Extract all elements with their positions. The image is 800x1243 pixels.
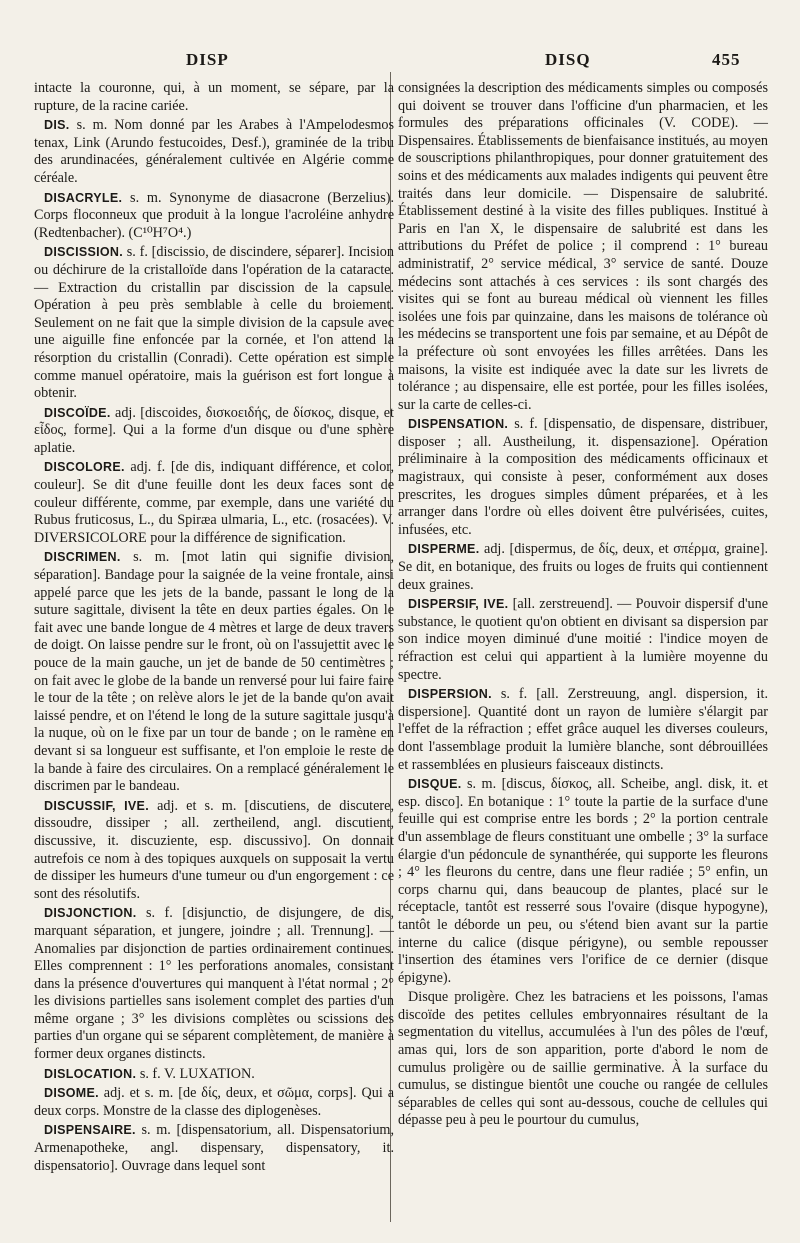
entry-text: s. f. V. LUXATION. — [136, 1065, 255, 1082]
entry-headword: DISJONCTION. — [44, 906, 137, 921]
entry-headword: DISOME. — [44, 1086, 99, 1101]
entry-headword: DISQUE. — [408, 777, 462, 792]
entry-text: adj. [dispermus, de δίς, deux, et σπέρμα, graine]. Se dit, en botanique, des fruits ou loges de fruits qui contiennent deux graines. — [398, 541, 768, 593]
dictionary-entry — [34, 405, 394, 458]
dictionary-entry — [398, 989, 768, 1130]
entry-text: s. m. Nom donné par les Arabes à l'Ampelodesmos tenax, Link (Arundo festucoides, Desf.), graminée de la tribu des arundinacées, généralement cultivée en Algérie comme céréale. — [34, 117, 394, 186]
dictionary-entry — [34, 80, 394, 115]
entry-headword: DIS. — [44, 118, 70, 133]
entry-text: adj. [discoides, δισκοειδής, de δίσκος, disque, et εἶδος, forme]. Qui a la forme d'un disque ou d'une sphère aplatie. — [34, 404, 394, 456]
page-number: 455 — [712, 50, 741, 69]
dictionary-entry — [34, 1066, 394, 1084]
dictionary-entry — [34, 244, 394, 402]
entry-text: adj. et s. m. [discutiens, de discutere, dissoudre, dissiper ; all. zertheilend, angl. discutient, discussive, it. discuziente, esp. discussivo]. On donnait autrefois ce nom à des topiques auxquels on supposait la vertu de dissiper les humeurs d'une tumeur ou d'un engorgement : ce sont des résolutifs. — [34, 797, 394, 902]
entry-headword: DISPERSION. — [408, 687, 492, 702]
running-head-left: DISP — [186, 50, 229, 69]
dictionary-entry — [398, 596, 768, 684]
dictionary-entry — [398, 541, 768, 594]
entry-headword: DISLOCATION. — [44, 1066, 137, 1081]
dictionary-entry — [34, 459, 394, 547]
entry-text: s. f. [dispensatio, de dispensare, distribuer, disposer ; all. Austheilung, it. dispensazione]. Opération préliminaire à la composition des médicaments officinaux et magistraux, qui consiste à peser, conformément aux doses prescrites, les drogues simples dûment préparées, et à les arranger dans l'ordre où elles doivent être pulvérisées, cuites, infusées, etc. — [398, 416, 768, 538]
entry-headword: DISACRYLE. — [44, 190, 123, 205]
entry-headword: DISPERME. — [408, 542, 480, 557]
dictionary-entry — [34, 1122, 394, 1175]
entry-headword: DISPENSATION. — [408, 417, 509, 432]
entry-text: [all. zerstreuend]. — Pouvoir dispersif d'une substance, le quotient qu'on obtient en divisant sa dispersion par son indice moyen diminué d'une moitié : l'indice moyen de réfraction est celui qui appartient à la lumière moyenne du spectre. — [398, 596, 768, 683]
entry-text: adj. et s. m. [de δίς, deux, et σῶμα, corps]. Qui a deux corps. Monstre de la classe des diplogenèses. — [34, 1085, 394, 1119]
entry-text: s. f. [all. Zerstreuung, angl. dispersion, it. dispersione]. Quantité dont un rayon de lumière s'élargit par l'effet de la réfraction ; effet grâce auquel les diverses couleurs, dont l'assemblage produit la lumière blanche, sont débrouillées et rassemblées en plusieurs faisceaux distincts. — [398, 686, 768, 773]
dictionary-entry — [34, 798, 394, 904]
entry-headword: DISCOÏDE. — [44, 405, 111, 420]
entry-headword: DISCUSSIF, IVE. — [44, 798, 149, 813]
running-head-right: DISQ — [545, 50, 591, 69]
left-column — [34, 80, 394, 1177]
entry-text: s. m. [discus, δίσκος, all. Scheibe, angl. disk, it. et esp. disco]. En botanique : 1° toute la partie de la surface d'une feuille qui est comprise entre les bords ; 2° la portion centrale d'un assemblage de fleurs constituant une ombelle ; 3° la surface élargie d'un pédoncule de synanthérée, qui supporte les fleurons ; 4° les fleurons du centre, dans une fleur radiée ; 5° enfin, un corps charnu qui, dans beaucoup de plantes, placé sur le réceptacle, tantôt est resserré sous l'ovaire (disque hypogyne), tantôt le déborde un peu, ou s'étend bien avant sur la partie interne du calice (disque périgyne), ou semble repousser l'insertion des étamines vers l'orifice de ce dernier (disque épigyne). — [398, 776, 768, 986]
dictionary-entry — [34, 1085, 394, 1120]
right-column — [398, 80, 768, 1132]
dictionary-entry — [34, 190, 394, 243]
entry-text: s. f. [discissio, de discindere, séparer]. Incision ou déchirure de la cristalloïde dans l'opération de la cataracte. — Extraction du cristallin par discission de la capsule. Opération à peu près semblable à celle du broiement. Seulement on ne fait que la simple division de la capsule avec une aiguille fine enfoncée par la cornée, et l'on attend la résorption du cristallin (Conradi). Cette opération est simple comme manuel opératoire, mais la guérison est fort longue à obtenir. — [34, 244, 394, 402]
entry-text: s. m. Synonyme de diasacrone (Berzelius). Corps floconneux que produit à la longue l'acroléine anhydre (Redtenbacher). (C¹⁰H⁷O⁴.) — [34, 189, 394, 241]
entry-headword: DISPENSAIRE. — [44, 1123, 136, 1138]
entry-headword: DISCISSION. — [44, 245, 124, 260]
dictionary-entry — [34, 905, 394, 1063]
dictionary-entry — [34, 549, 394, 795]
dictionary-entry — [398, 776, 768, 987]
dictionary-entry — [398, 686, 768, 774]
entry-text: consignées la description des médicaments simples ou composés qui doivent se trouver dans l'officine d'un pharmacien, et les formules des préparations officinales (V. CODE). — Dispensaires. Établissements de bienfaisance institués, au moyen de souscriptions philanthropiques, pour donner gratuitement des soins et des médicaments aux malades indigents qui peuvent être traités dans leur domicile. — Dispensaire de salubrité. Établissement destiné à la visite des filles publiques. Institué à Paris en l'an X, le dispensaire de salubrité est dans les attributions du Préfet de police ; il comprend : 1° bureau administratif, 2° service médical, 3° service de santé. Douze médecins sont attachés à ces services : ils sont chargés des visites qui se font au bureau médical où viennent les filles isolées une fois par quinzaine, dans les maisons de tolérance où les médecins se transportent une fois par semaine, et au Dépôt de la préfecture où sont envoyées les filles arrêtées. Dans les maisons, la visite est indiquée avec la date sur les livrets de tolérance ; au dispensaire, elle est portée, pour les filles isolées, sur la carte de celles-ci. — [398, 80, 768, 413]
entry-text: s. f. [disjunctio, de disjungere, de dis, marquant séparation, et jungere, joindre ; all. Trennung]. — Anomalies par disjonction de parties ordinairement continues. Elles comprennent : 1° les perforations anomales, consistant dans la présence d'ouvertures qui manquent à l'état normal ; 2° les divisions partielles sans isolement complet des parties d'un même organe ; 3° les divisions complètes ou scissions des parties d'un organe qui se séparent complètement, de manière à former deux organes distincts. — [34, 905, 394, 1063]
page-header — [0, 50, 800, 72]
entry-text: s. m. [mot latin qui signifie division, séparation]. Bandage pour la saignée de la veine frontale, ainsi appelé parce que les jets de la bande, passant le long de la suture sagittale, divisent la tête en deux parties égales. On le fait avec une bande longue de 4 mètres et large de deux travers de doigt. On laisse pendre sur le front, où on l'assujettit avec le pouce de la main gauche, un jet de bande de 50 centimètres ; on fait avec le globe de la bande un renversé pour lui faire faire le tour de la tête ; on relève alors le jet de la bande qu'on avait laissé pendre, et on l'étend le long de la suture sagittale jusqu'à la nuque, où on le fixe par un tour de bande ; on le ramène en devant si sa longueur est suffisante, et l'on emploie le reste de la bande à faire des circulaires. On a remplacé généralement le discrimen par le bandeau. — [34, 549, 394, 795]
entry-headword: DISPERSIF, IVE. — [408, 597, 509, 612]
dictionary-entry — [398, 80, 768, 414]
entry-text: intacte la couronne, qui, à un moment, se sépare, par la rupture, de la racine cariée. — [34, 80, 394, 114]
entry-text: Disque proligère. Chez les batraciens et les poissons, l'amas discoïde des petites cellules embryonnaires résultant de la segmentation du vitellus, accumulées à l'un des pôles de l'œuf, amas qui, lors de son apparition, porte d'abord le nom de cumulus proligère ou de saillie germinative. À la surface du cumulus, se distingue bientôt une couche ou rangée de cellules séparables de celles qui sont au-dessous, couche de cellules qui dépasse peu à peu le pourtour du cumulus, — [398, 989, 768, 1129]
entry-text: s. m. [dispensatorium, all. Dispensatorium, Armenapotheke, angl. dispensary, dispensatory, it. dispensatorio]. Ouvrage dans lequel sont — [34, 1122, 394, 1174]
dictionary-entry — [34, 117, 394, 187]
entry-text: adj. f. [de dis, indiquant différence, et color, couleur]. Se dit d'une feuille dont les deux faces sont de couleur différente, comme, par exemple, dans une variété du Rubus fruticosus, L., du Spiræa ulmaria, L., etc. (rosacées). V. DIVERSICOLORE pour la différence de signification. — [34, 459, 394, 546]
dictionary-entry — [398, 416, 768, 539]
entry-headword: DISCRIMEN. — [44, 550, 121, 565]
entry-headword: DISCOLORE. — [44, 460, 125, 475]
